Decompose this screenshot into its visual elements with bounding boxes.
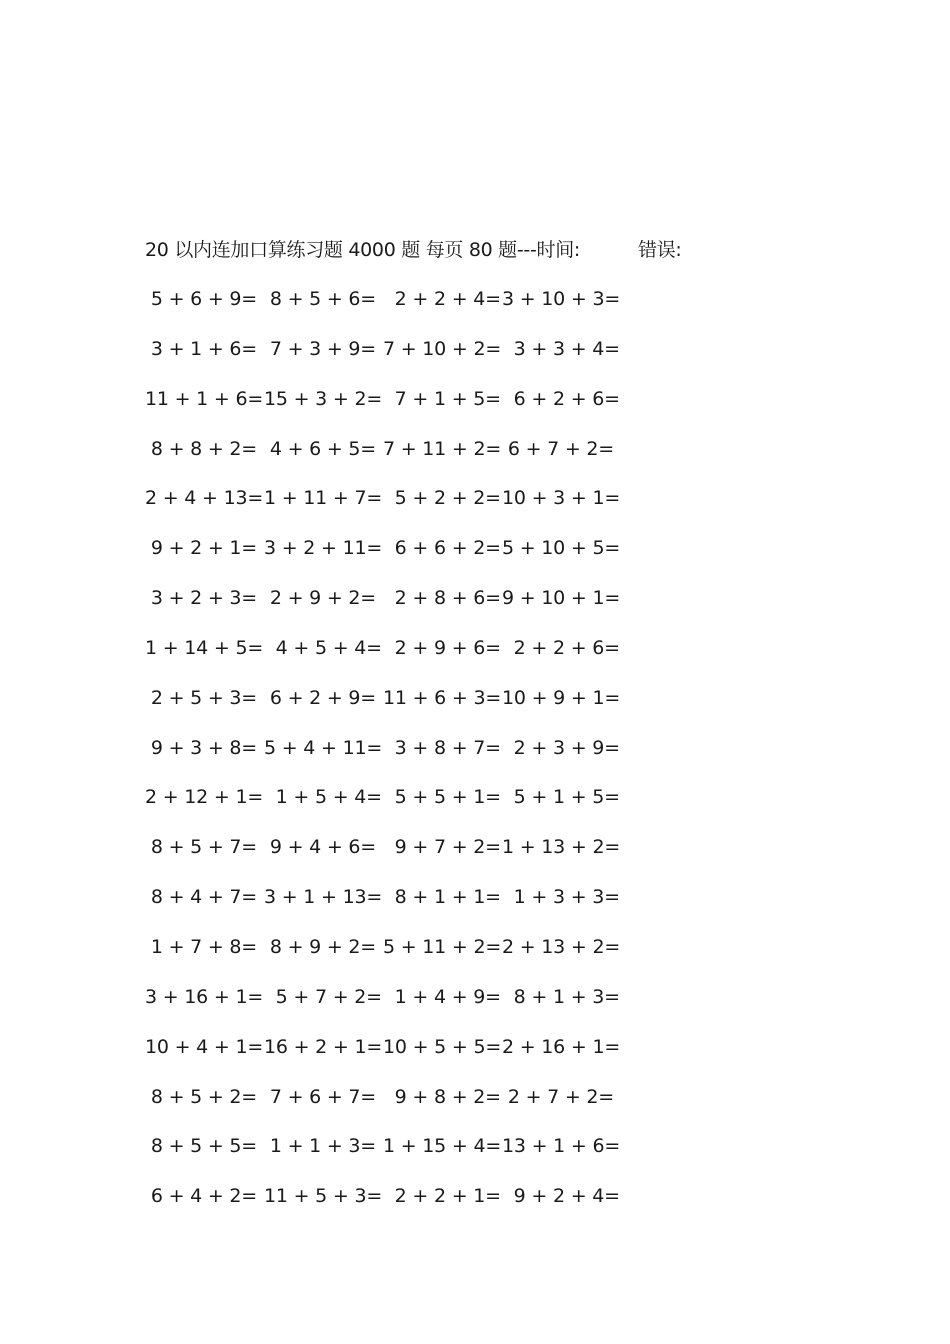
addition-problem: 5 + 11 + 2= — [383, 935, 502, 958]
problem-grid — [145, 286, 665, 1233]
addition-problem: 7 + 6 + 7= — [264, 1085, 377, 1108]
addition-problem: 10 + 4 + 1= — [145, 1035, 264, 1058]
addition-problem: 9 + 10 + 1= — [502, 587, 621, 610]
problem-row — [145, 336, 665, 386]
addition-problem: 1 + 13 + 2= — [502, 836, 621, 859]
addition-problem: 1 + 15 + 4= — [383, 1135, 502, 1158]
problem-row — [145, 286, 665, 336]
addition-problem: 5 + 1 + 5= — [502, 786, 620, 809]
addition-problem: 4 + 5 + 4= — [264, 636, 382, 659]
problem-row — [145, 386, 665, 436]
problem-row — [145, 436, 665, 486]
addition-problem: 5 + 6 + 9= — [145, 288, 258, 310]
addition-problem: 5 + 4 + 11= — [264, 736, 383, 759]
problem-row — [145, 1084, 665, 1134]
problem-row — [145, 1034, 665, 1084]
addition-problem: 7 + 1 + 5= — [383, 387, 501, 410]
addition-problem: 2 + 4 + 13= — [145, 487, 264, 510]
addition-problem: 3 + 2 + 3= — [145, 587, 258, 610]
addition-problem: 3 + 2 + 11= — [264, 537, 383, 560]
addition-problem: 9 + 2 + 4= — [502, 1185, 620, 1208]
addition-problem: 9 + 8 + 2= — [383, 1085, 501, 1108]
problem-row — [145, 535, 665, 585]
addition-problem: 2 + 2 + 4= — [383, 288, 501, 310]
problem-row — [145, 934, 665, 984]
addition-problem: 2 + 9 + 2= — [264, 587, 377, 610]
addition-problem: 6 + 2 + 6= — [502, 387, 620, 410]
addition-problem: 7 + 3 + 9= — [264, 337, 377, 360]
addition-problem: 3 + 8 + 7= — [383, 736, 501, 759]
addition-problem: 2 + 5 + 3= — [145, 686, 258, 709]
addition-problem: 9 + 7 + 2= — [383, 836, 501, 859]
addition-problem: 4 + 6 + 5= — [264, 437, 377, 460]
addition-problem: 3 + 1 + 13= — [264, 886, 383, 909]
addition-problem: 5 + 5 + 1= — [383, 786, 501, 809]
addition-problem: 6 + 4 + 2= — [145, 1185, 258, 1208]
addition-problem: 2 + 3 + 9= — [502, 736, 620, 759]
addition-problem: 6 + 7 + 2= — [502, 437, 615, 460]
addition-problem: 5 + 10 + 5= — [502, 537, 621, 560]
problem-row — [145, 685, 665, 735]
addition-problem: 6 + 6 + 2= — [383, 537, 501, 560]
addition-problem: 8 + 4 + 7= — [145, 886, 258, 909]
worksheet-title: 20 以内连加口算练习题 4000 题 每页 80 题---时间: — [145, 239, 581, 261]
addition-problem: 11 + 5 + 3= — [264, 1185, 383, 1208]
addition-problem: 1 + 7 + 8= — [145, 935, 258, 958]
addition-problem: 3 + 10 + 3= — [502, 288, 621, 310]
problem-row — [145, 1133, 665, 1183]
problem-row — [145, 735, 665, 785]
addition-problem: 2 + 8 + 6= — [383, 587, 501, 610]
addition-problem: 3 + 3 + 4= — [502, 337, 620, 360]
addition-problem: 9 + 2 + 1= — [145, 537, 258, 560]
addition-problem: 8 + 1 + 1= — [383, 886, 501, 909]
addition-problem: 1 + 4 + 9= — [383, 985, 501, 1008]
addition-problem: 2 + 2 + 6= — [502, 636, 620, 659]
addition-problem: 1 + 1 + 3= — [264, 1135, 377, 1158]
addition-problem: 16 + 2 + 1= — [264, 1035, 383, 1058]
addition-problem: 8 + 5 + 6= — [264, 288, 377, 310]
addition-problem: 2 + 9 + 6= — [383, 636, 501, 659]
addition-problem: 1 + 3 + 3= — [502, 886, 620, 909]
addition-problem: 2 + 16 + 1= — [502, 1035, 621, 1058]
addition-problem: 11 + 6 + 3= — [383, 686, 502, 709]
addition-problem: 3 + 16 + 1= — [145, 985, 264, 1008]
addition-problem: 1 + 5 + 4= — [264, 786, 382, 809]
problem-row — [145, 485, 665, 535]
error-count-label: 错误: — [638, 239, 682, 261]
problem-row — [145, 585, 665, 635]
addition-problem: 2 + 13 + 2= — [502, 935, 621, 958]
addition-problem: 7 + 11 + 2= — [383, 437, 502, 460]
addition-problem: 10 + 5 + 5= — [383, 1035, 502, 1058]
addition-problem: 3 + 1 + 6= — [145, 337, 258, 360]
addition-problem: 5 + 7 + 2= — [264, 985, 382, 1008]
addition-problem: 1 + 14 + 5= — [145, 636, 264, 659]
problem-row — [145, 834, 665, 884]
addition-problem: 13 + 1 + 6= — [502, 1135, 621, 1158]
addition-problem: 7 + 10 + 2= — [383, 337, 502, 360]
addition-problem: 5 + 2 + 2= — [383, 487, 501, 510]
addition-problem: 10 + 9 + 1= — [502, 686, 621, 709]
problem-row — [145, 884, 665, 934]
addition-problem: 8 + 1 + 3= — [502, 985, 620, 1008]
addition-problem: 1 + 11 + 7= — [264, 487, 383, 510]
addition-problem: 9 + 3 + 8= — [145, 736, 258, 759]
addition-problem: 2 + 2 + 1= — [383, 1185, 501, 1208]
addition-problem: 8 + 8 + 2= — [145, 437, 258, 460]
addition-problem: 9 + 4 + 6= — [264, 836, 377, 859]
problem-row — [145, 635, 665, 685]
addition-problem: 10 + 3 + 1= — [502, 487, 621, 510]
problem-row — [145, 784, 665, 834]
addition-problem: 2 + 12 + 1= — [145, 786, 264, 809]
addition-problem: 8 + 9 + 2= — [264, 935, 377, 958]
addition-problem: 8 + 5 + 7= — [145, 836, 258, 859]
addition-problem: 8 + 5 + 2= — [145, 1085, 258, 1108]
addition-problem: 15 + 3 + 2= — [264, 387, 383, 410]
addition-problem: 6 + 2 + 9= — [264, 686, 377, 709]
problem-row — [145, 1183, 665, 1233]
addition-problem: 8 + 5 + 5= — [145, 1135, 258, 1158]
addition-problem: 11 + 1 + 6= — [145, 387, 264, 410]
addition-problem: 2 + 7 + 2= — [502, 1085, 615, 1108]
problem-row — [145, 984, 665, 1034]
worksheet-title-line — [145, 237, 580, 263]
